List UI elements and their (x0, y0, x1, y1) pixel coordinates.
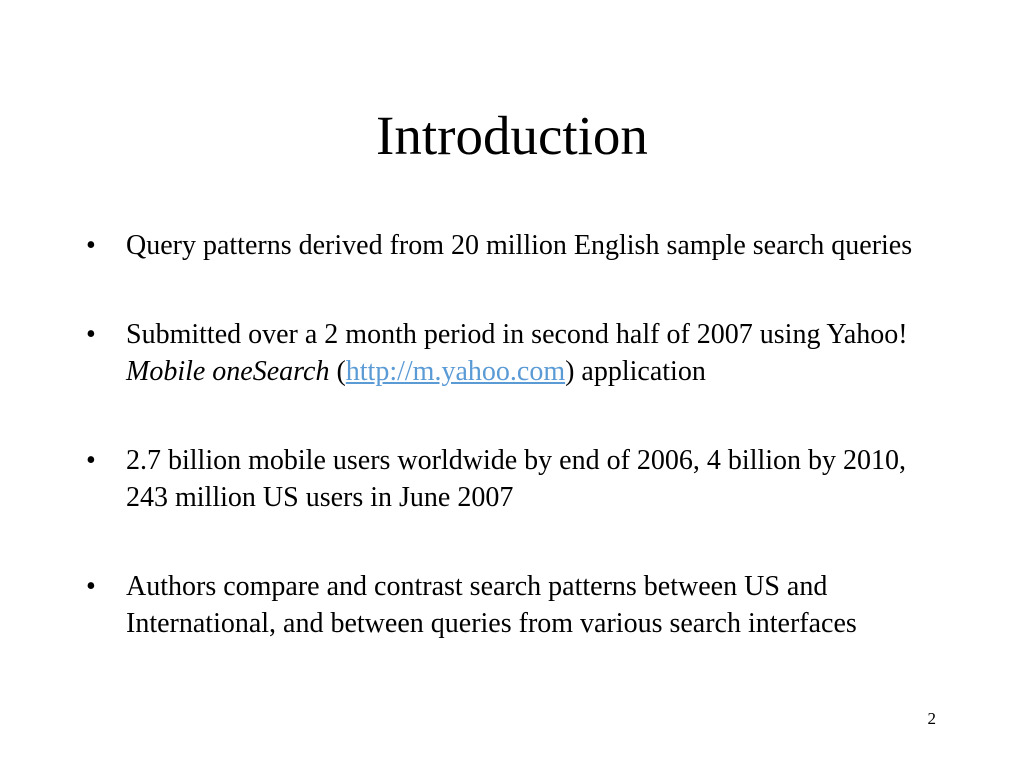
bullet-icon: • (86, 445, 96, 476)
bullet-item (86, 568, 946, 642)
bullet-list (86, 227, 946, 642)
bullet-text: Submitted over a 2 month period in second half of 2007 using Yahoo! (126, 319, 908, 350)
paren-close: ) (565, 356, 575, 387)
bullet-text: Query patterns derived from 20 million English sample search queries (126, 230, 913, 261)
bullet-icon: • (86, 230, 96, 261)
bullet-item (86, 227, 946, 264)
slide-title: Introduction (376, 105, 648, 166)
paren-open: ( (329, 356, 346, 387)
bullet-text: 2.7 billion mobile users worldwide by end of 2006, 4 billion by 2010, 243 million US users in June 2007 (126, 445, 907, 513)
bullet-icon: • (86, 319, 96, 350)
bullet-icon: • (86, 571, 96, 602)
bullet-item (86, 316, 946, 390)
app-name: Mobile oneSearch (126, 356, 330, 387)
bullet-text-end: application (574, 356, 706, 387)
bullet-text: Authors compare and contrast search patterns between US and International, and between queries from various search interfaces (126, 571, 857, 639)
page-number: 2 (927, 709, 936, 728)
yahoo-link[interactable]: http://m.yahoo.com (345, 356, 566, 387)
bullet-item (86, 442, 946, 516)
